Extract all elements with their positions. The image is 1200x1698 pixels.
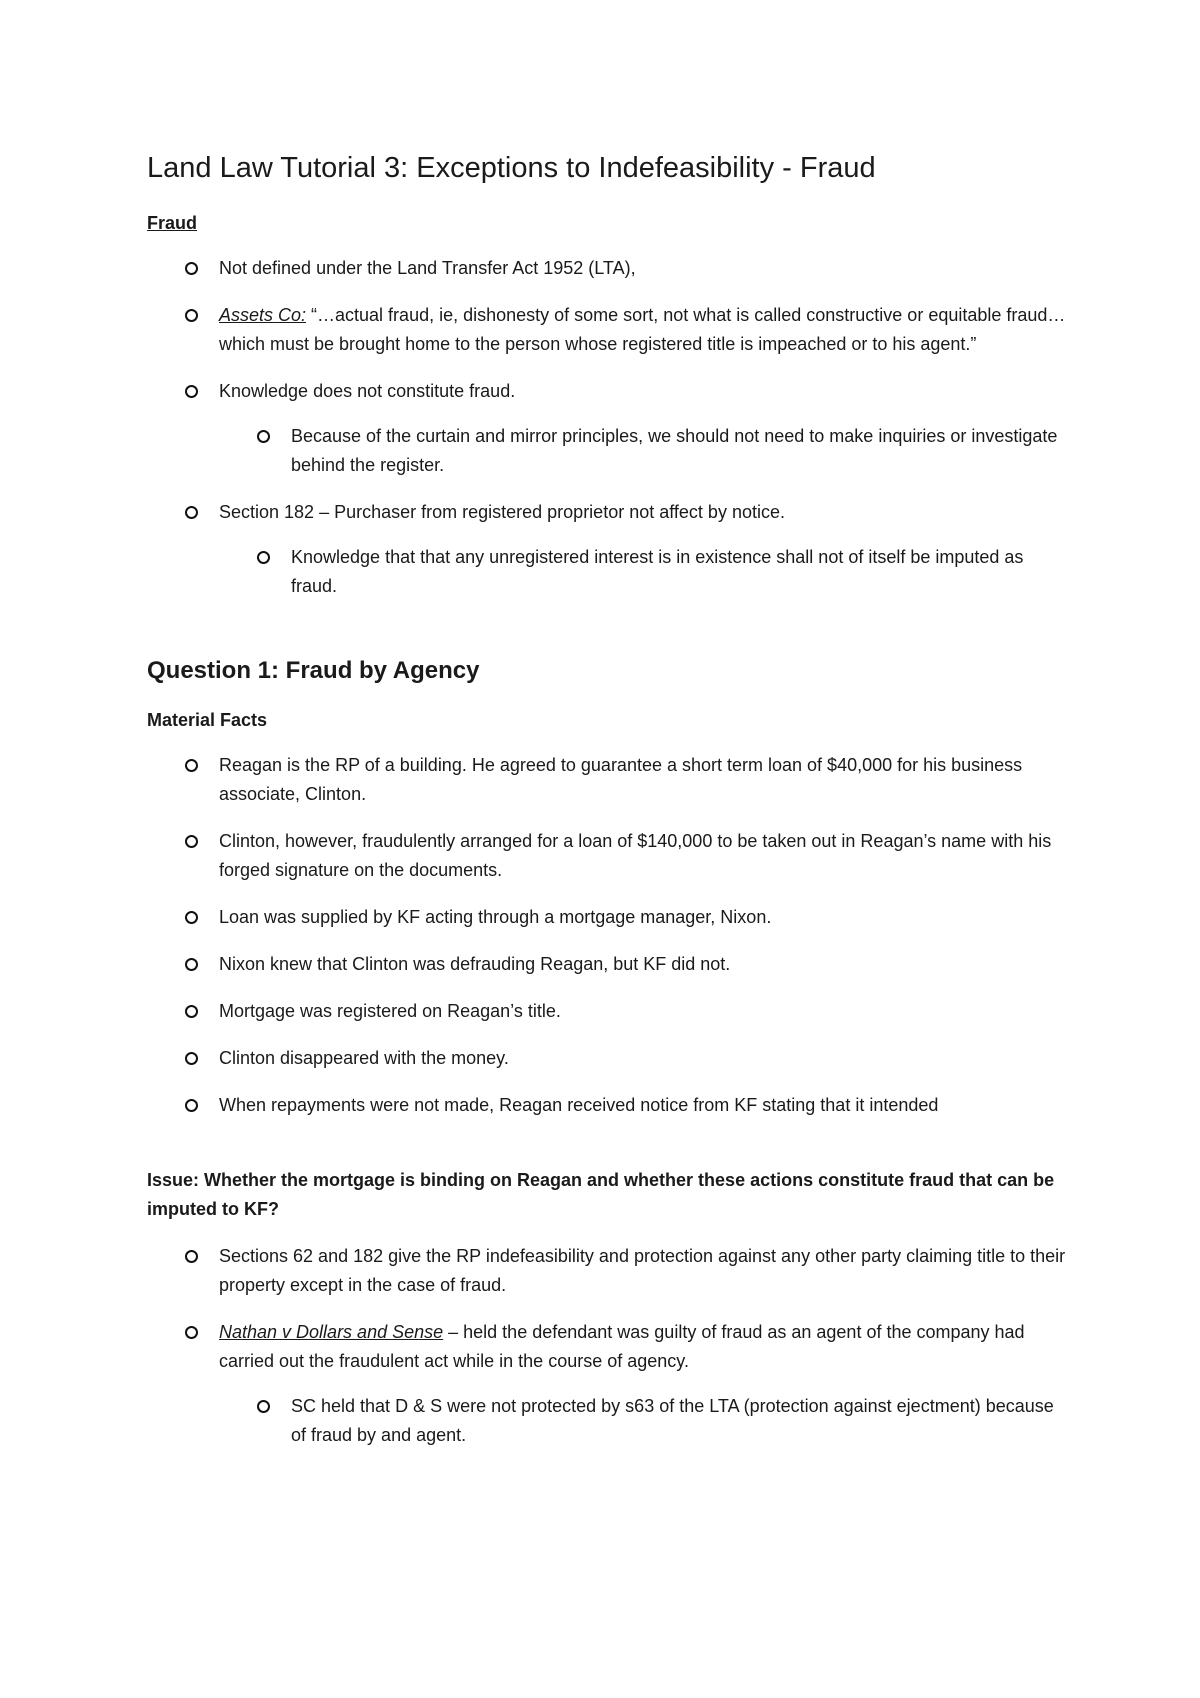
fraud-list <box>147 254 1067 601</box>
sub-list-item <box>219 1392 1067 1450</box>
list-item <box>147 498 1067 601</box>
hollow-circle-bullet-icon <box>185 1326 198 1339</box>
material-facts-list <box>147 751 1067 1120</box>
list-item <box>147 301 1067 359</box>
issue-list <box>147 1242 1067 1450</box>
sub-list <box>219 1392 1067 1450</box>
list-item <box>147 1242 1067 1300</box>
hollow-circle-bullet-icon <box>185 1099 198 1112</box>
list-item <box>147 751 1067 809</box>
fraud-heading: Fraud <box>147 213 198 233</box>
list-item-text: Reagan is the RP of a building. He agreed to guarantee a short term loan of $40,000 for his business associate, Clinton. <box>219 755 1023 804</box>
page-title: Land Law Tutorial 3: Exceptions to Indefeasibility - Fraud <box>147 152 876 184</box>
sub-list <box>219 543 1067 601</box>
list-item <box>147 903 1067 932</box>
hollow-circle-bullet-icon <box>185 506 198 519</box>
list-item-text: Nixon knew that Clinton was defrauding Reagan, but KF did not. <box>219 954 731 974</box>
hollow-circle-bullet-icon <box>185 958 198 971</box>
hollow-circle-bullet-icon <box>185 1250 198 1263</box>
hollow-circle-bullet-icon <box>185 1005 198 1018</box>
sub-list <box>219 422 1067 480</box>
hollow-circle-bullet-icon <box>185 911 198 924</box>
sub-list-item <box>219 543 1067 601</box>
list-item <box>147 827 1067 885</box>
hollow-circle-bullet-icon <box>257 1400 270 1413</box>
list-item-text: Not defined under the Land Transfer Act 1952 (LTA), <box>219 258 636 278</box>
list-item-text: Clinton, however, fraudulently arranged for a loan of $140,000 to be taken out in Reagan’s name with his forged signature on the documents. <box>219 831 1052 880</box>
hollow-circle-bullet-icon <box>185 1052 198 1065</box>
hollow-circle-bullet-icon <box>185 262 198 275</box>
list-item <box>147 997 1067 1026</box>
sub-list-item <box>219 422 1067 480</box>
list-item <box>147 950 1067 979</box>
list-item <box>147 377 1067 480</box>
list-item-text: SC held that D & S were not protected by s63 of the LTA (protection against ejectment) because of fraud by and agent. <box>291 1396 1054 1445</box>
list-item-text: Knowledge does not constitute fraud. <box>219 381 516 401</box>
list-item-text: When repayments were not made, Reagan received notice from KF stating that it intended <box>219 1095 939 1115</box>
list-item <box>147 1318 1067 1450</box>
list-item-text: Mortgage was registered on Reagan’s title. <box>219 1001 561 1021</box>
list-item <box>147 1044 1067 1073</box>
document-page <box>147 148 1067 1468</box>
material-facts-heading: Material Facts <box>147 710 268 730</box>
hollow-circle-bullet-icon <box>185 835 198 848</box>
question-1-title: Question 1: Fraud by Agency <box>147 657 480 684</box>
case-citation: Nathan v Dollars and Sense <box>219 1322 444 1342</box>
list-item-text: “…actual fraud, ie, dishonesty of some sort, not what is called constructive or equitable fraud… which must be brought home to the person whose registered title is impeached or to his agent.” <box>219 305 1066 354</box>
list-item <box>147 254 1067 283</box>
issue-heading: Issue: Whether the mortgage is binding on Reagan and whether these actions constitute fraud that can be imputed to KF? <box>147 1170 1055 1219</box>
hollow-circle-bullet-icon <box>257 430 270 443</box>
list-item-text: Sections 62 and 182 give the RP indefeasibility and protection against any other party claiming title to their property except in the case of fraud. <box>219 1246 1066 1295</box>
list-item-text: Because of the curtain and mirror principles, we should not need to make inquiries or investigate behind the register. <box>291 426 1058 475</box>
list-item-text: Clinton disappeared with the money. <box>219 1048 509 1068</box>
hollow-circle-bullet-icon <box>185 759 198 772</box>
list-item-text: Loan was supplied by KF acting through a mortgage manager, Nixon. <box>219 907 772 927</box>
hollow-circle-bullet-icon <box>185 309 198 322</box>
list-item-text: – held the defendant was guilty of fraud as an agent of the company had carried out the fraudulent act while in the course of agency. <box>219 1322 1025 1371</box>
hollow-circle-bullet-icon <box>257 551 270 564</box>
case-citation: Assets Co: <box>219 305 307 325</box>
list-item-text: Knowledge that that any unregistered interest is in existence shall not of itself be imputed as fraud. <box>291 547 1024 596</box>
list-item-text: Section 182 – Purchaser from registered proprietor not affect by notice. <box>219 502 785 522</box>
hollow-circle-bullet-icon <box>185 385 198 398</box>
list-item <box>147 1091 1067 1120</box>
